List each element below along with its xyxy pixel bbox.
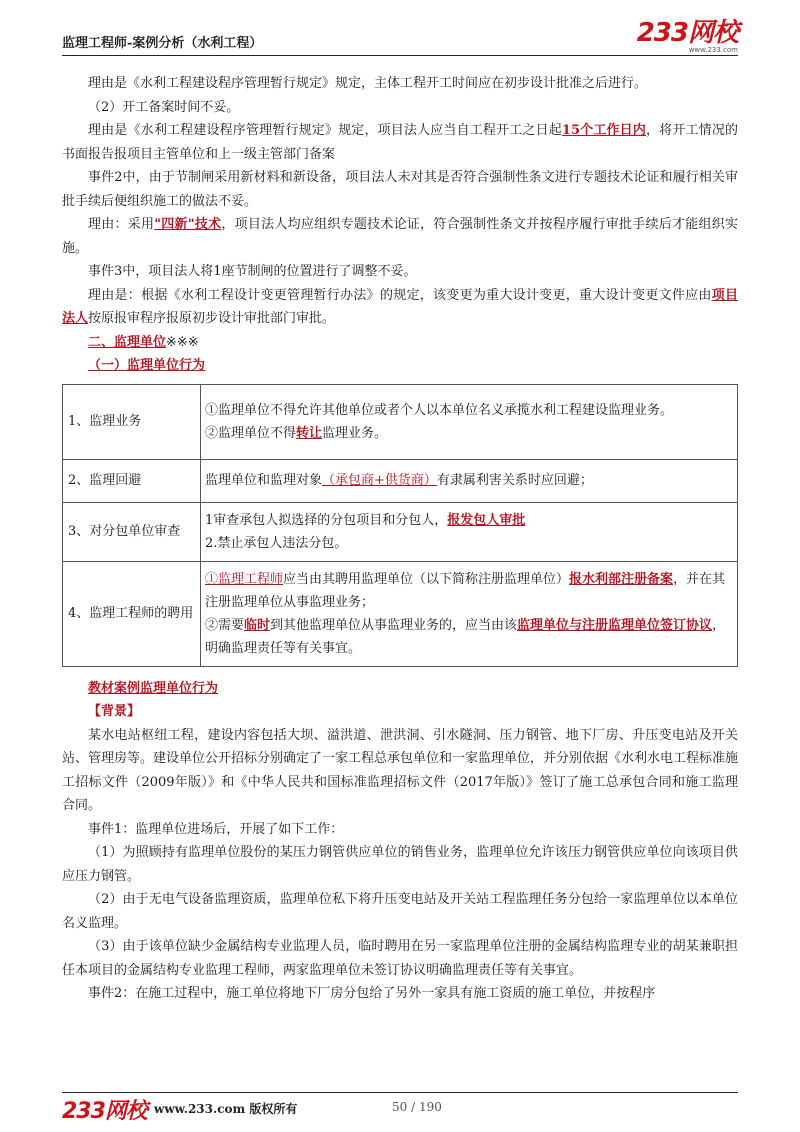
paragraph: 事件1：监理单位进场后，开展了如下工作： [88, 821, 344, 837]
table-row [63, 384, 738, 459]
highlight-term: 转让 [296, 425, 323, 441]
row-content: ①监理单位不得允许其他单位或者个人以本单位名义承揽水利工程建设监理业务。 ②监理单位不得转让监理业务。 [201, 384, 738, 459]
paragraph: 事件2中，由于节制闸采用新材料和新设备，项目法人未对其是否符合强制性条文进行专题技术论证和履行相关审批手续后便组织施工的做法不妥。 [62, 170, 738, 209]
paragraph: 理由是《水利工程建设程序管理暂行规定》规定，项目法人应当自工程开工之日起15个工作日内，将开工情况的书面报告报项目主管单位和上一级主管部门备案 [62, 123, 738, 162]
highlight-term: 临时 [244, 617, 271, 633]
row-label: 4、监理工程师的聘用 [63, 561, 201, 666]
row-label: 2、监理回避 [63, 459, 201, 502]
highlight-term: "四新"技术 [154, 217, 222, 232]
row-content: ①监理工程师应当由其聘用监理单位（以下简称注册监理单位）报水利部注册备案，并在其注册监理单位从事监理业务； ②需要临时到其他监理单位从事监理业务的，应当由该监理单位与注册监理单位签订协议，明确监理责任等有关事宜。 [201, 561, 738, 666]
paragraph: 某水电站枢纽工程，建设内容包括大坝、溢洪道、泄洪洞、引水隧洞、压力钢管、地下厂房、升压变电站及开关站、管理房等。建设单位公开招标分别确定了一家工程总承包单位和一家监理单位，并分别依据《水利水电工程标准施工招标文件（2009年版）》和《中华人民共和国标准监理招标文件（2017年版）》签订了施工总承包合同和施工监理合同。 [62, 727, 739, 813]
table-row [63, 561, 738, 666]
paragraph: 理由是《水利工程建设程序管理暂行规定》规定，主体工程开工时间应在初步设计批准之后进行。 [88, 76, 648, 91]
paragraph: 理由：采用"四新"技术，项目法人均应组织专题技术论证，符合强制性条文并按程序履行审批手续后才能组织实施。 [62, 217, 738, 256]
header-divider [62, 55, 738, 56]
row-content: 监理单位和监理对象（承包商+供货商）有隶属利害关系时应回避； [201, 459, 738, 502]
paragraph: （2）开工备案时间不妥。 [88, 99, 240, 115]
document-body [62, 72, 738, 1006]
footer-logo: 233网校 [62, 1099, 147, 1124]
logo-text: 233网校 [636, 18, 738, 48]
highlight-term: 15个工作日内 [561, 123, 646, 138]
paragraph: 事件2：在施工过程中，施工单位将地下厂房分包给了另外一家具有施工资质的施工单位，并按程序 [88, 986, 656, 1001]
row-content: 1审查承包人拟选择的分包项目和分包人，报发包人审批 2.禁止承包人违法分包。 [201, 502, 738, 561]
case-title: 教材案例监理单位行为 [88, 680, 219, 696]
page-header [62, 18, 738, 56]
paragraph: （3）由于该单位缺少金属结构专业监理人员，临时聘用在另一家监理单位注册的金属结构监理专业的胡某兼职担任本项目的金属结构专业监理工程师，两家监理单位未签订协议明确监理责任等有关事宜。 [62, 939, 738, 978]
supervision-behavior-table [62, 384, 738, 667]
brand-logo [637, 20, 738, 54]
footer-divider [62, 1092, 738, 1093]
highlight-term: ①监理工程师 [205, 571, 284, 587]
highlight-term: 监理单位与注册监理单位签订协议 [517, 617, 713, 633]
table-row [63, 502, 738, 561]
highlight-term: 项目法人 [62, 287, 738, 326]
row-label: 1、监理业务 [63, 384, 201, 459]
highlight-term: 报水利部注册备案 [569, 571, 674, 587]
importance-stars: ※※※ [166, 334, 199, 350]
highlight-term: （承包商+供货商） [322, 473, 437, 488]
page-footer [62, 1096, 738, 1124]
logo-url: www.233.com [688, 46, 738, 54]
row-label: 3、对分包单位审查 [63, 502, 201, 561]
paragraph: 事件3中，项目法人将1座节制闸的位置进行了调整不妥。 [88, 264, 417, 279]
paragraph: （1）为照顾持有监理单位股份的某压力钢管供应单位的销售业务，监理单位允许该压力钢管供应单位向该项目供应压力钢管。 [62, 845, 738, 884]
table-row [63, 459, 738, 502]
paragraph: （2）由于无电气设备监理资质，监理单位私下将升压变电站及开关站工程监理任务分包给一家监理单位以本单位名义监理。 [62, 892, 738, 931]
highlight-term: 报发包人审批 [447, 512, 526, 528]
footer-site: www.233.com 版权所有 [154, 1102, 298, 1116]
header-title: 监理工程师-案例分析（水利工程） [62, 36, 263, 51]
subsection-heading: （一）监理单位行为 [88, 358, 206, 373]
paragraph: 理由是：根据《水利工程设计变更管理暂行办法》的规定，该变更为重大设计变更，重大设计变更文件应由项目法人按原报审程序报原初步设计审批部门审批。 [62, 287, 738, 326]
background-label: 【背景】 [88, 704, 141, 719]
section-heading: 二、监理单位※※※ [88, 334, 199, 350]
page-number: 50 / 190 [392, 1100, 442, 1114]
